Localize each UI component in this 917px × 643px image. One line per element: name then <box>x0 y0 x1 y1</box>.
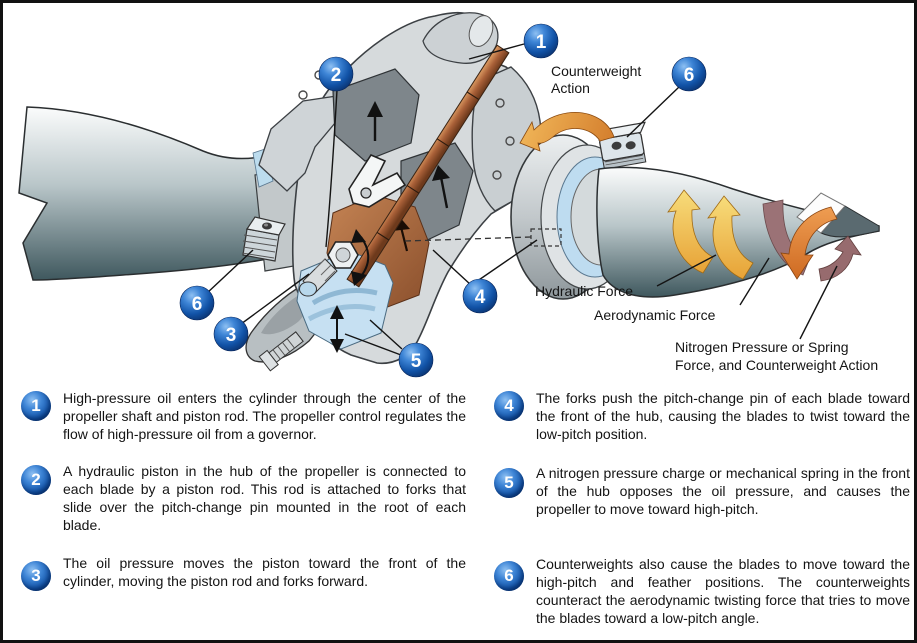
svg-text:5: 5 <box>410 351 422 372</box>
label-hydraulic-force: Hydraulic Force <box>535 283 634 299</box>
svg-text:1: 1 <box>535 32 547 53</box>
legend-bullet-1: 1 <box>21 391 51 421</box>
legend-item-1: High-pressure oil enters the cylinder through the center of the propeller shaft and piston rod. The propeller control regulates the flow of high-pressure oil from a governor. <box>63 390 466 442</box>
callout-6-right <box>672 57 706 91</box>
callout-1 <box>524 24 558 58</box>
legend-bullet-6: 6 <box>494 561 524 591</box>
label-counterweight-action-1: Counterweight <box>551 63 642 79</box>
label-nitrogen-spring-2: Force, and Counterweight Action <box>675 357 879 373</box>
legend-item-4: The forks push the pitch-change pin of each blade toward the front of the hub, causing the blades to twist toward the low-pitch position. <box>536 390 910 442</box>
legend-bullet-5: 5 <box>494 468 524 498</box>
callout-4 <box>463 279 497 313</box>
label-aerodynamic-force: Aerodynamic Force <box>594 307 716 323</box>
callout-5 <box>399 343 433 377</box>
label-nitrogen-spring-1: Nitrogen Pressure or Spring <box>675 339 849 355</box>
legend-item-6: Counterweights also cause the blades to move toward the high-pitch and feather positions. The counterweights counteract the aerodynamic twisting force that tries to move the blades toward a low-pitch angle. <box>536 556 910 626</box>
propeller-diagram <box>3 3 917 381</box>
label-counterweight-action-2: Action <box>551 80 590 96</box>
svg-text:4: 4 <box>474 287 486 308</box>
svg-text:6: 6 <box>683 65 695 86</box>
legend-item-2: A hydraulic piston in the hub of the propeller is connected to each blade by a piston rod. This rod is attached to forks that slide over the pitch-change pin mounted in the root of each blade. <box>63 463 466 533</box>
svg-text:2: 2 <box>330 65 342 86</box>
callout-2 <box>319 57 353 91</box>
legend-bullet-4: 4 <box>494 391 524 421</box>
legend-bullet-2: 2 <box>21 465 51 495</box>
callout-6-left <box>180 286 214 320</box>
legend-item-5: A nitrogen pressure charge or mechanical spring in the front of the hub opposes the oil pressure, and causes the propeller to move toward high-pitch. <box>536 465 910 517</box>
legend-bullet-3: 3 <box>21 561 51 591</box>
legend-item-3: The oil pressure moves the piston toward the front of the cylinder, moving the piston rod and forks forward. <box>63 555 466 589</box>
callout-3 <box>214 317 248 351</box>
svg-text:6: 6 <box>191 294 203 315</box>
svg-text:3: 3 <box>225 325 237 346</box>
